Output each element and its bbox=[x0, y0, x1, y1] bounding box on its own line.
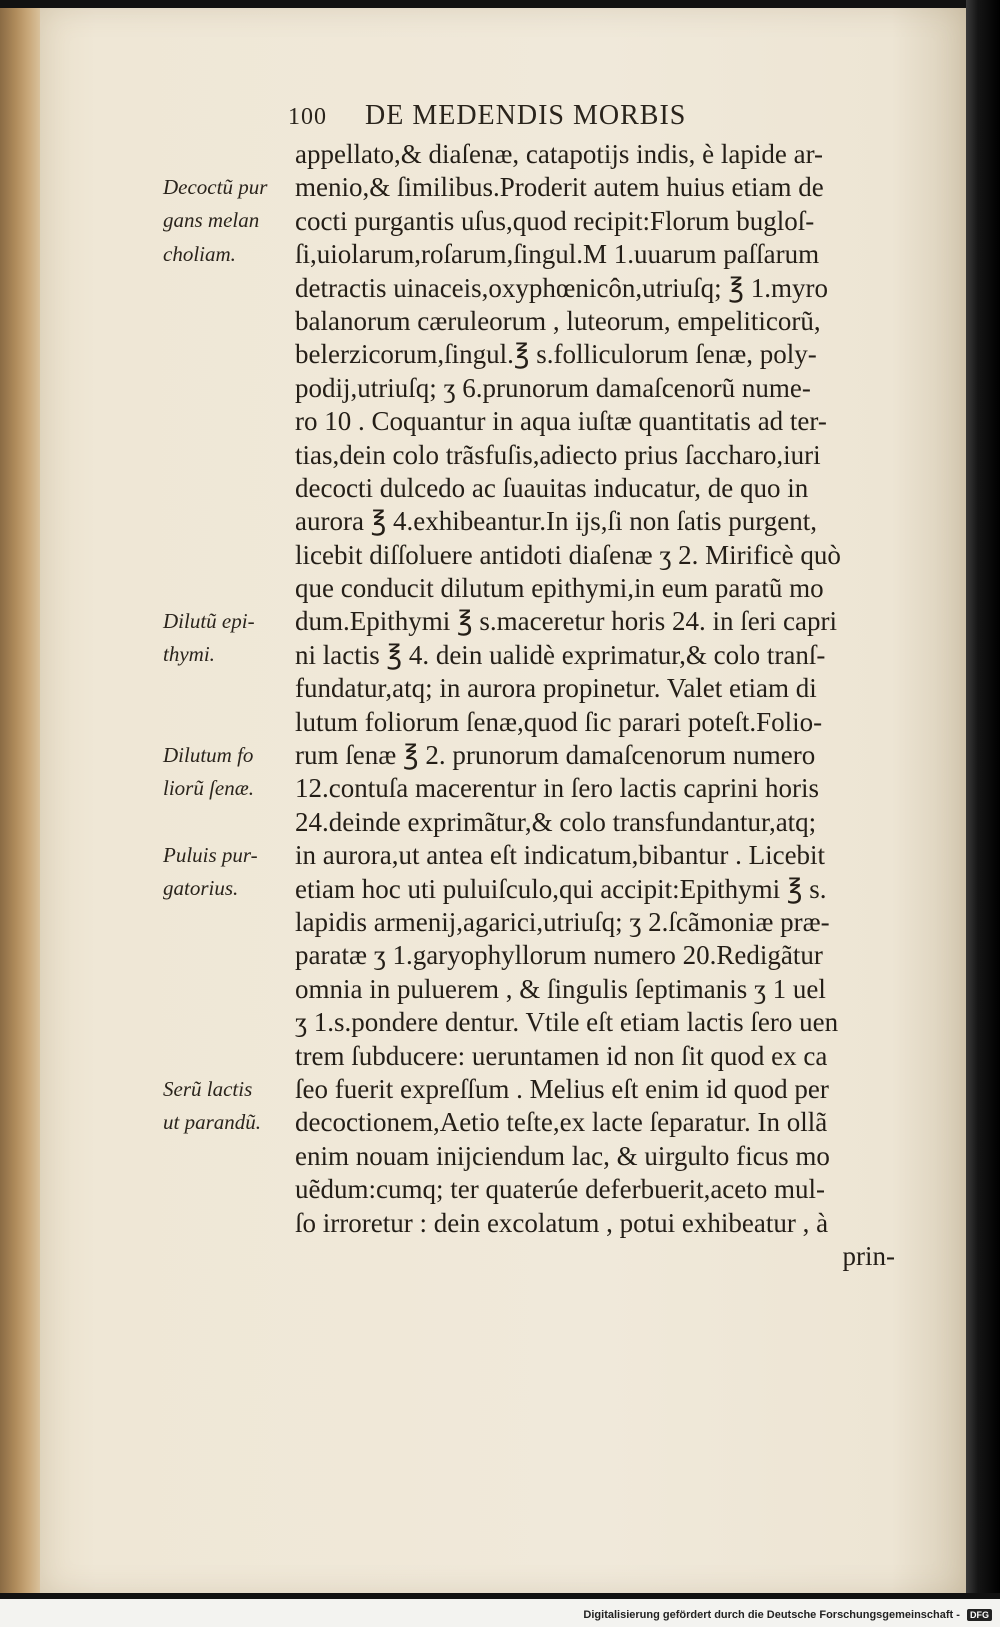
text-line: ſi,uiolarum,roſarum,ſingul.M 1.uuarum paſſarum bbox=[295, 239, 820, 270]
text-line: ſo irroretur : dein excolatum , potui exhibeatur , à bbox=[295, 1207, 829, 1238]
margin-note-puluis bbox=[163, 839, 258, 906]
text-line: dum.Epithymi ℥ s.maceretur horis 24. in ſeri capri bbox=[295, 606, 837, 637]
margin-note-line: gans melan bbox=[163, 208, 260, 233]
body-text bbox=[295, 138, 895, 1273]
text-line: ro 10 . Coquantur in aqua iuſtæ quantitatis ad ter- bbox=[295, 406, 827, 437]
running-header bbox=[288, 100, 848, 132]
book-cover-edge bbox=[0, 0, 40, 1627]
text-line: tias,dein colo trãsfuſis,adiecto prius ſaccharo,iuri bbox=[295, 439, 821, 470]
scan-border-top bbox=[0, 0, 1000, 8]
text-line: belerzicorum,ſingul.℥ s.folliculorum ſenæ, poly- bbox=[295, 339, 817, 370]
margin-note-line: Serũ lactis bbox=[163, 1077, 253, 1101]
text-line: fundatur,atq; in aurora propinetur. Valet etiam di bbox=[295, 673, 817, 704]
text-line: lapidis armenij,agarici,utriuſq; ʒ 2.ſcãmoniæ præ- bbox=[295, 906, 830, 937]
margin-note-line: thymi. bbox=[163, 642, 215, 667]
text-line: cocti purgantis uſus,quod recipit:Florum bugloſ- bbox=[295, 205, 815, 236]
catchword: prin- bbox=[842, 1240, 895, 1271]
margin-note-dilutum-foliorum bbox=[163, 739, 254, 806]
text-line: appellato,& diaſenæ, catapotijs indis, è lapide ar- bbox=[295, 139, 824, 169]
text-line: que conducit dilutum epithymi,in eum paratũ mo bbox=[295, 573, 824, 604]
page-number: 100 bbox=[288, 104, 327, 130]
text-line: 12.contuſa macerentur in ſero lactis caprini horis bbox=[295, 773, 820, 804]
text-line: decoctionem,Aetio teſte,ex lacte ſeparatur. In ollã bbox=[295, 1107, 828, 1138]
text-line: omnia in puluerem , & ſingulis ſeptimanis ʒ 1 uel bbox=[295, 973, 826, 1004]
text-line: enim nouam inijciendum lac, & uirgulto ficus mo bbox=[295, 1140, 830, 1171]
text-line: uẽdum:cumq; ter quaterúe deferbuerit,aceto mul- bbox=[295, 1174, 826, 1205]
margin-note-line: gatorius. bbox=[163, 876, 239, 901]
text-line: balanorum cæruleorum , luteorum, empeliticorũ, bbox=[295, 305, 821, 336]
text-line: lutum foliorum ſenæ,quod ſic parari poteſt.Folio- bbox=[295, 706, 823, 737]
margin-note-line: Decoctũ pur bbox=[163, 175, 268, 199]
margin-note-line: Dilutum fo bbox=[163, 743, 254, 767]
margin-note-line: Puluis pur- bbox=[163, 843, 258, 867]
margin-note-line: choliam. bbox=[163, 241, 236, 266]
margin-note-serum-lactis bbox=[163, 1073, 261, 1140]
margin-note-decoctum bbox=[163, 171, 267, 271]
text-line: aurora ℥ 4.exhibeantur.In ijs,ſi non ſatis purgent, bbox=[295, 506, 817, 537]
text-line: detractis uinaceis,oxyphœnicôn,utriuſq; ℥ 1.myro bbox=[295, 272, 828, 303]
margin-note-dilutum-epithymi bbox=[163, 605, 255, 672]
text-line: in aurora,ut antea eſt indicatum,bibantur . Licebit bbox=[295, 840, 826, 871]
dfg-logo-badge: DFG bbox=[967, 1609, 992, 1621]
digitization-credit bbox=[583, 1609, 992, 1621]
text-line: trem ſubducere: ueruntamen id non ſit quod ex ca bbox=[295, 1040, 828, 1071]
text-line: ſeo fuerit expreſſum . Melius eſt enim id quod per bbox=[295, 1073, 829, 1104]
text-line: 24.deinde exprimãtur,& colo transfundantur,atq; bbox=[295, 806, 817, 837]
footer-strip bbox=[0, 1599, 1000, 1627]
text-line: licebit diſſoluere antidoti diaſenæ ʒ 2. Mirificè quò bbox=[295, 539, 841, 570]
text-line: ʒ 1.s.pondere dentur. Vtile eſt etiam lactis ſero uen bbox=[295, 1007, 839, 1038]
credit-text: Digitalisierung gefördert durch die Deutsche Forschungsgemeinschaft - bbox=[583, 1608, 960, 1621]
text-line: etiam hoc uti puluiſculo,qui accipit:Epithymi ℥ s. bbox=[295, 873, 827, 904]
text-line: paratæ ʒ 1.garyophyllorum numero 20.Redigãtur bbox=[295, 940, 823, 971]
book-gutter bbox=[966, 0, 1000, 1627]
margin-note-line: ut parandũ. bbox=[163, 1110, 262, 1135]
margin-note-line: Dilutũ epi- bbox=[163, 609, 255, 633]
text-line: decocti dulcedo ac ſuauitas inducatur, de quo in bbox=[295, 472, 809, 503]
text-line: rum ſenæ ℥ 2. prunorum damaſcenorum numero bbox=[295, 740, 816, 771]
text-line: ni lactis ℥ 4. dein ualidè exprimatur,& colo tranſ- bbox=[295, 639, 826, 670]
running-title: DE MEDENDIS MORBIS bbox=[365, 100, 687, 131]
text-line: podij,utriuſq; ʒ 6.prunorum damaſcenorũ nume- bbox=[295, 372, 811, 403]
text-line: menio,& ſimilibus.Proderit autem huius etiam de bbox=[295, 172, 824, 203]
margin-note-line: liorũ ſenæ. bbox=[163, 776, 255, 801]
